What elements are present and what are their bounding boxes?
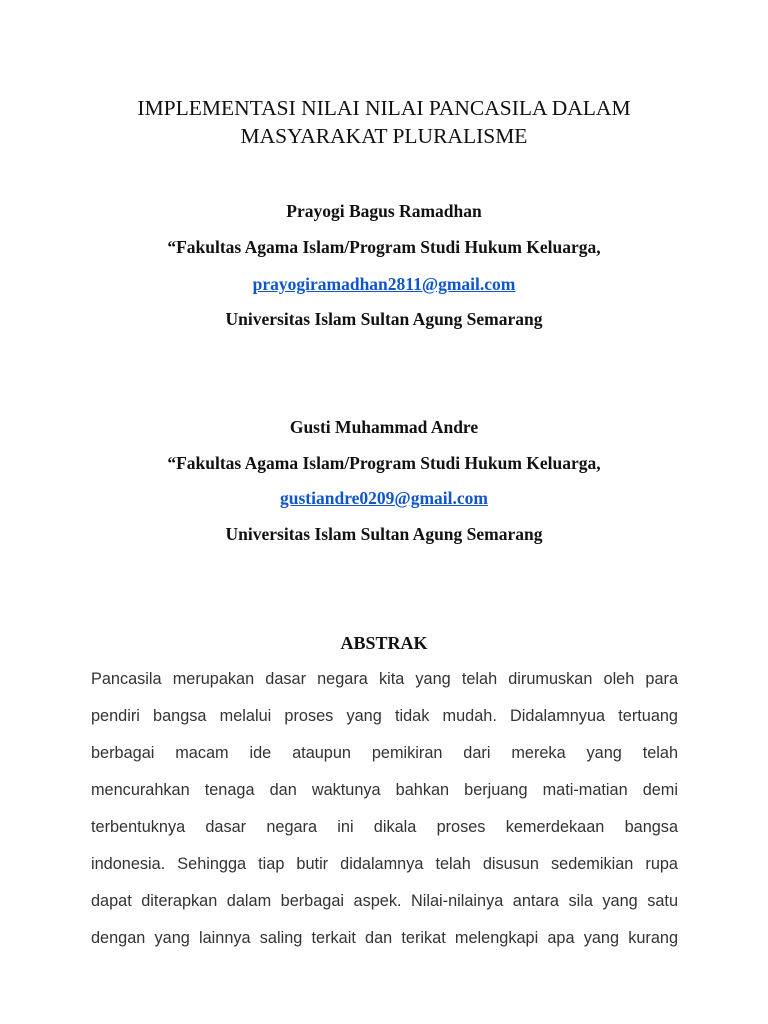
abstract-line: mencurahkan tenaga dan waktunya bahkan berjuang mati-matian demi [91, 781, 678, 799]
author-name: Gusti Muhammad Andre [289, 417, 479, 437]
abstract-line: dengan yang lainnya saling terkait dan terikat melengkapi apa yang kurang [91, 929, 678, 947]
abstract-line: indonesia. Sehingga tiap butir didalamnya telah disusun sedemikian rupa [91, 855, 678, 873]
author-affiliation: “Fakultas Agama Islam/Program Studi Hukum Keluarga, [167, 453, 601, 473]
abstract-line: dapat diterapkan dalam berbagai aspek. Nilai-nilainya antara sila yang satu [91, 892, 678, 910]
author-email-link[interactable]: prayogiramadhan2811@gmail.com [252, 274, 516, 294]
author-university: Universitas Islam Sultan Agung Semarang [225, 524, 543, 544]
abstract-body [91, 666, 678, 962]
abstract-line: terbentuknya dasar negara ini dikala proses kemerdekaan bangsa [91, 818, 678, 836]
abstract-line: berbagai macam ide ataupun pemikiran dari mereka yang telah [91, 744, 678, 762]
title-line: MASYARAKAT PLURALISME [240, 124, 528, 148]
abstract-line: pendiri bangsa melalui proses yang tidak mudah. Didalamnyua tertuang [91, 707, 678, 725]
abstract-line: Pancasila merupakan dasar negara kita yang telah dirumuskan oleh para [91, 670, 678, 688]
abstract-heading: ABSTRAK [340, 633, 428, 653]
author-name: Prayogi Bagus Ramadhan [286, 201, 482, 221]
author-university: Universitas Islam Sultan Agung Semarang [225, 309, 543, 329]
author-affiliation: “Fakultas Agama Islam/Program Studi Hukum Keluarga, [167, 237, 601, 257]
title-line: IMPLEMENTASI NILAI NILAI PANCASILA DALAM [137, 96, 631, 120]
document-title [0, 94, 768, 150]
author-email-link[interactable]: gustiandre0209@gmail.com [280, 488, 488, 508]
